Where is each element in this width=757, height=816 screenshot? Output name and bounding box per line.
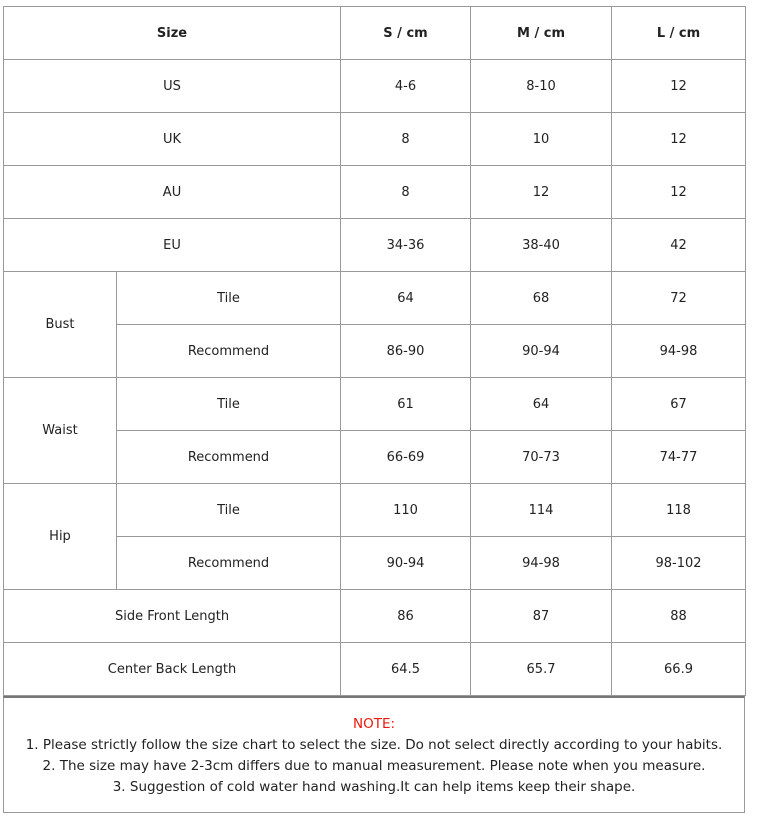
- value-m: 70-73: [471, 431, 612, 484]
- value-s: 64: [341, 272, 471, 325]
- value-m: 65.7: [471, 643, 612, 696]
- value-s: 64.5: [341, 643, 471, 696]
- table-row-hip-tile: [4, 484, 746, 537]
- group-label-waist: Waist: [4, 378, 117, 484]
- measure-label: Tile: [117, 484, 341, 537]
- table-row-us: [4, 60, 746, 113]
- value-m: 94-98: [471, 537, 612, 590]
- group-label-bust: Bust: [4, 272, 117, 378]
- value-m: 8-10: [471, 60, 612, 113]
- value-l: 12: [612, 113, 746, 166]
- header-s: S / cm: [341, 7, 471, 60]
- value-m: 68: [471, 272, 612, 325]
- table-row-side-front-length: [4, 590, 746, 643]
- note-line-1: 1. Please strictly follow the size chart to select the size. Do not select directly according to your habits.: [25, 737, 723, 753]
- value-s: 61: [341, 378, 471, 431]
- notes-box: [3, 696, 745, 813]
- note-line-3: 3. Suggestion of cold water hand washing.It can help items keep their shape.: [112, 779, 636, 795]
- value-l: 88: [612, 590, 746, 643]
- table-row-bust-tile: [4, 272, 746, 325]
- measure-label: Tile: [117, 272, 341, 325]
- value-l: 12: [612, 60, 746, 113]
- measure-label: Tile: [117, 378, 341, 431]
- note-line-2: 2. The size may have 2-3cm differs due to manual measurement. Please note when you measure.: [42, 758, 706, 774]
- value-s: 86-90: [341, 325, 471, 378]
- note-title: NOTE:: [352, 716, 396, 732]
- measure-label: Recommend: [117, 431, 341, 484]
- value-l: 94-98: [612, 325, 746, 378]
- value-s: 86: [341, 590, 471, 643]
- table-row-eu: [4, 219, 746, 272]
- value-s: 8: [341, 113, 471, 166]
- value-s: 90-94: [341, 537, 471, 590]
- header-l: L / cm: [612, 7, 746, 60]
- value-l: 12: [612, 166, 746, 219]
- header-row: [4, 7, 746, 60]
- value-m: 64: [471, 378, 612, 431]
- value-l: 118: [612, 484, 746, 537]
- group-label-hip: Hip: [4, 484, 117, 590]
- value-l: 98-102: [612, 537, 746, 590]
- value-s: 66-69: [341, 431, 471, 484]
- header-size: Size: [4, 7, 341, 60]
- size-table: [3, 6, 746, 696]
- header-m: M / cm: [471, 7, 612, 60]
- value-s: 34-36: [341, 219, 471, 272]
- region-label: US: [4, 60, 341, 113]
- value-m: 87: [471, 590, 612, 643]
- measure-label: Recommend: [117, 325, 341, 378]
- measure-label: Recommend: [117, 537, 341, 590]
- region-label: AU: [4, 166, 341, 219]
- length-label: Side Front Length: [4, 590, 341, 643]
- value-l: 42: [612, 219, 746, 272]
- value-m: 90-94: [471, 325, 612, 378]
- region-label: UK: [4, 113, 341, 166]
- value-m: 114: [471, 484, 612, 537]
- length-label: Center Back Length: [4, 643, 341, 696]
- value-l: 67: [612, 378, 746, 431]
- value-m: 12: [471, 166, 612, 219]
- value-m: 10: [471, 113, 612, 166]
- table-row-uk: [4, 113, 746, 166]
- table-row-waist-tile: [4, 378, 746, 431]
- value-m: 38-40: [471, 219, 612, 272]
- value-s: 4-6: [341, 60, 471, 113]
- table-row-au: [4, 166, 746, 219]
- region-label: EU: [4, 219, 341, 272]
- table-row-center-back-length: [4, 643, 746, 696]
- value-l: 72: [612, 272, 746, 325]
- value-l: 66.9: [612, 643, 746, 696]
- size-chart: [3, 6, 745, 813]
- value-s: 110: [341, 484, 471, 537]
- value-l: 74-77: [612, 431, 746, 484]
- value-s: 8: [341, 166, 471, 219]
